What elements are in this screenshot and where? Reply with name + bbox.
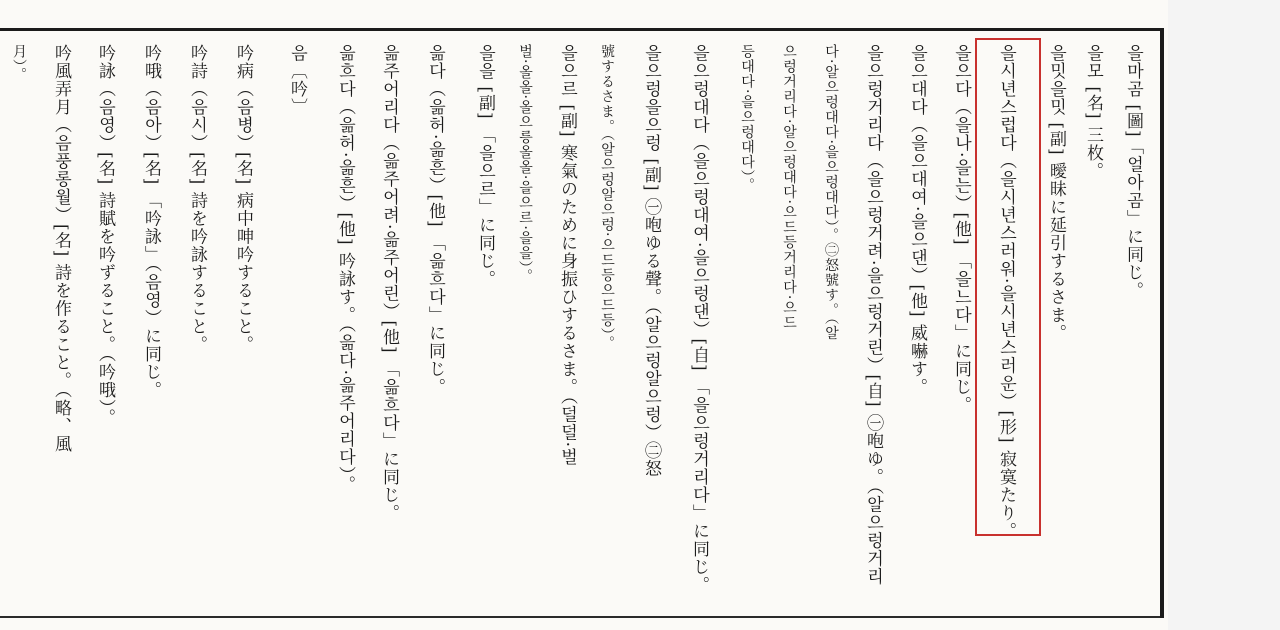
dictionary-entry-continuation: 月）。 [11,44,27,82]
dictionary-entry: 을으다（을나·을는）[他] 「을느다」に同じ。 [951,44,971,415]
bottom-border-rule [0,616,1162,618]
dictionary-entry-continuation: 등대다·을으렁대다）。 [739,44,755,193]
dictionary-entry: 을으대다（을으대여·을으댄）[他] 威嚇す。 [907,44,927,397]
dictionary-entry: 吟風弄月（음풍롱월）[名] 詩を作ること。（略、風 [51,44,71,454]
highlight-box [975,38,1041,536]
dictionary-entry: 읆다（읆허·읆흔）[他] 「읆흐다」に同じ。 [425,44,445,397]
dictionary-entry-highlighted: 을시년스럽다（을시년스러워·을시년스러운）[形] 寂寞たり。 [996,44,1016,541]
dictionary-entry: 吟哦（음아）[名] 「吟詠」（음영）に同じ。 [141,44,161,400]
dictionary-entry-continuation: 號するさま。（알으렁알으렁·으드등으드등）。 [599,44,615,351]
section-heading: 음〔吟〕 [287,44,307,116]
right-border-rule [1160,28,1164,618]
dictionary-entry: 을으렁거리다（을으렁거려·을으렁거린）[自] ㊀咆ゆ。（알으렁거리 [863,44,883,586]
dictionary-entry: 吟詠（음영）[名] 詩賦を吟ずること。（吟哦）。 [95,44,115,427]
dictionary-entry: 을마곰 [圖]「얼아곰」に同じ。 [1123,44,1143,300]
dictionary-entry: 을모 [名] 三枚。 [1083,44,1103,181]
dictionary-entry: 읆흐다（읆허·읆흔）[他] 吟詠す。（읆다·읆주어리다）。 [335,44,355,494]
dictionary-entry: 을으르 [副] 寒氣のために身振ひするさま。（덜덜·벌 [557,44,577,466]
dictionary-entry: 을으렁대다（을으렁대여·을으렁댄）[自] 「을으렁거리다」に同じ。 [689,44,709,595]
dictionary-entry: 吟病（음병）[名] 病中呻吟すること。 [233,44,253,354]
top-border-rule [0,28,1162,31]
dictionary-entry-continuation: 으렁거리다·알으렁대다·으드등거리다·으드 [781,44,797,331]
dictionary-entry: 읆주어리다（읆주어려·읆주어린）[他] 「읆흐다」に同じ。 [379,44,399,523]
dictionary-entry-continuation: 벌·올올·올으릉올올·을으르·을을）。 [517,44,533,284]
dictionary-entry: 을을 [副] 「을으르」に同じ。 [475,44,495,289]
dictionary-entry: 吟詩（음시）[名] 詩を吟詠すること。 [187,44,207,354]
dictionary-entry: 을으렁을으렁 [副] ㊀咆ゆる聲。（알으렁알으렁）㊁怒 [641,44,661,478]
dictionary-entry-continuation: 다·알으렁대다·을으렁대다）。㊁怒號す。（알 [823,44,839,341]
page-margin [1168,0,1280,630]
dictionary-entry: 을밋을밋 [副] 曖昧に延引するさま。 [1046,44,1066,343]
